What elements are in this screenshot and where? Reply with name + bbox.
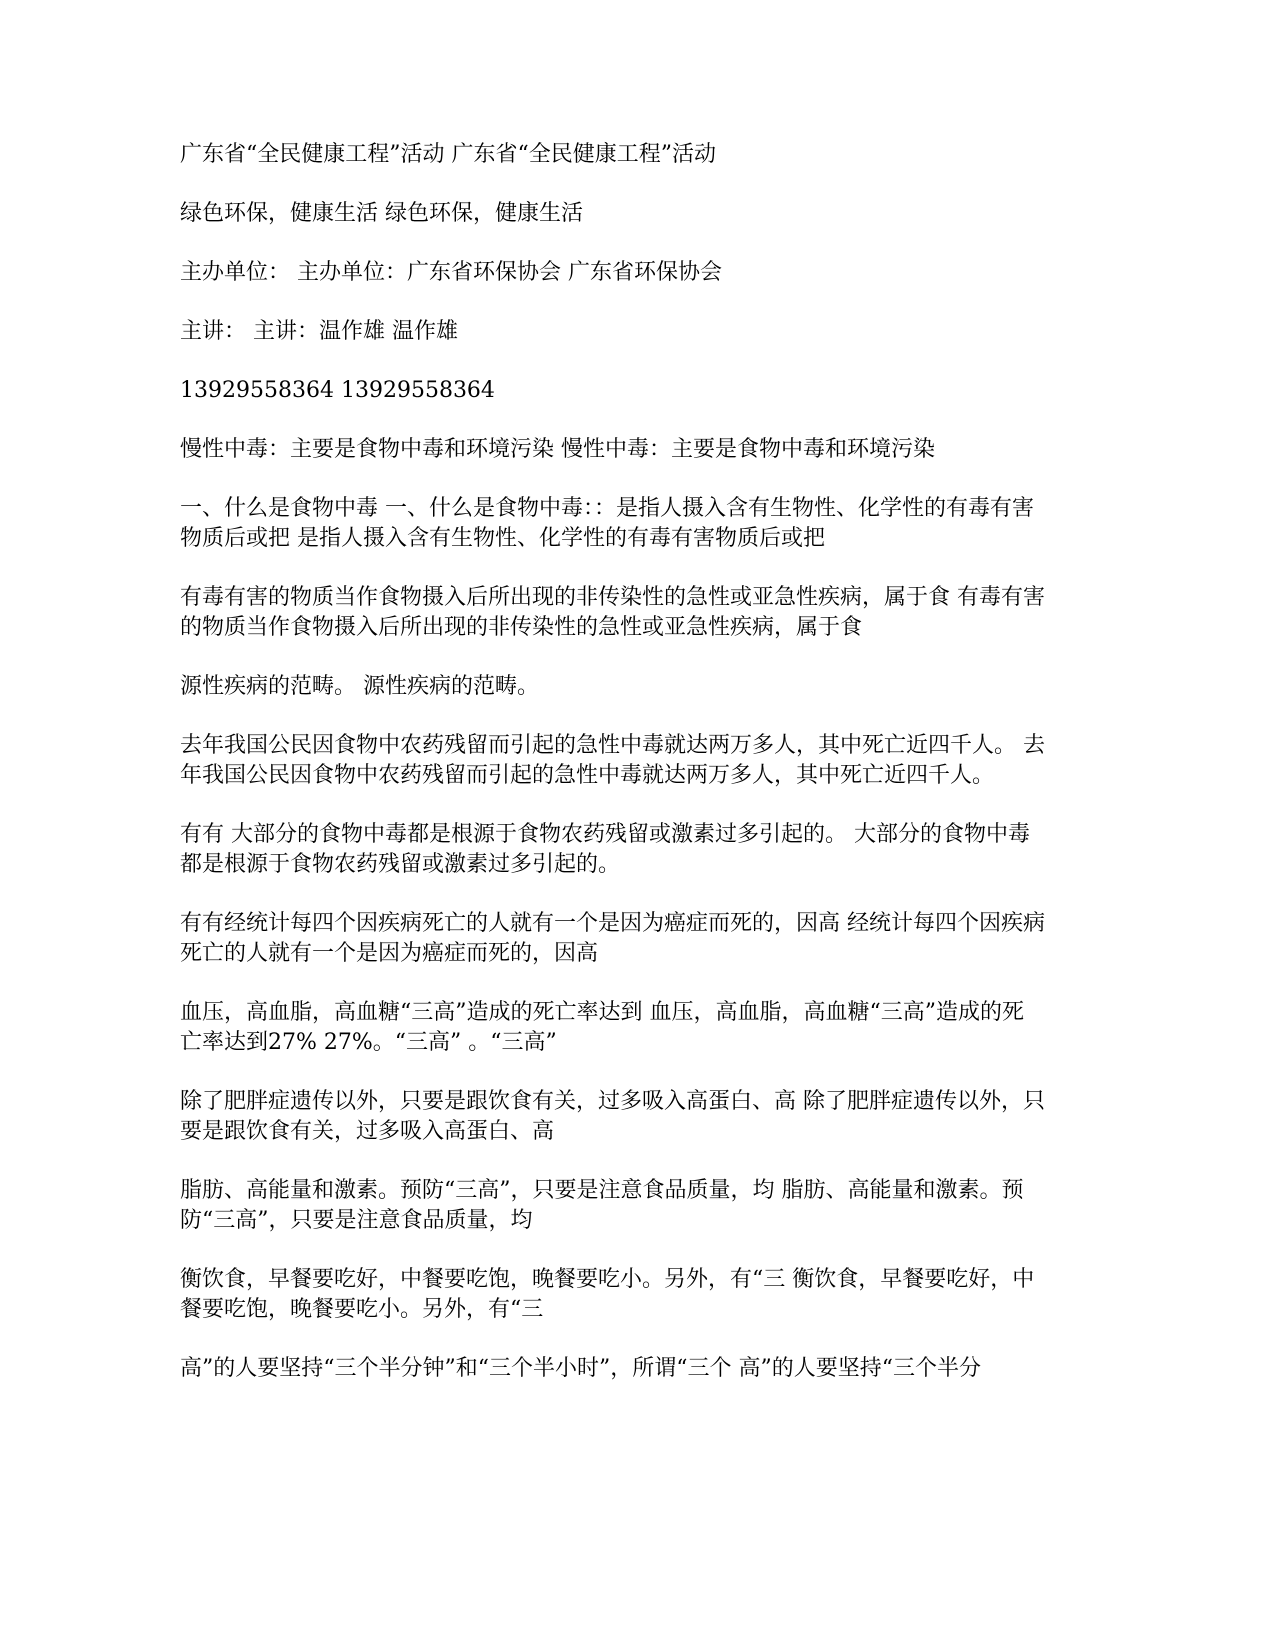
event-title-paragraph: 广东省“全民健康工程”活动 广东省“全民健康工程”活动 [180, 142, 716, 167]
definition-continued-paragraph: 有毒有害的物质当作食物摄入后所出现的非传染性的急性或亚急性疾病，属于食 有毒有害的物质当作食物摄入后所出现的非传染性的急性或亚急性疾病，属于食 [180, 585, 1045, 640]
chronic-poisoning-paragraph: 慢性中毒：主要是食物中毒和环境污染 慢性中毒：主要是食物中毒和环境污染 [180, 437, 935, 462]
slogan-paragraph: 绿色环保，健康生活 绿色环保，健康生活 [180, 201, 583, 226]
pesticide-statistics-paragraph: 去年我国公民因食物中农药残留而引起的急性中毒就达两万多人，其中死亡近四千人。 去年我国公民因食物中农药残留而引起的急性中毒就达两万多人，其中死亡近四千人。 [180, 733, 1045, 788]
residue-cause-paragraph: 有有 大部分的食物中毒都是根源于食物农药残留或激素过多引起的。 大部分的食物中毒都是根源于食物农药残留或激素过多引起的。 [180, 822, 1030, 877]
foodborne-disease-paragraph: 源性疾病的范畴。 源性疾病的范畴。 [180, 674, 539, 699]
obesity-paragraph: 除了肥胖症遗传以外，只要是跟饮食有关，过多吸入高蛋白、高 除了肥胖症遗传以外，只要是跟饮食有关，过多吸入高蛋白、高 [180, 1089, 1045, 1144]
food-poisoning-definition-paragraph: 一、什么是食物中毒 一、什么是食物中毒：：是指人摄入含有生物性、化学性的有毒有害物质后或把 是指人摄入含有生物性、化学性的有毒有害物质后或把 [180, 496, 1034, 551]
balanced-diet-paragraph: 衡饮食，早餐要吃好，中餐要吃饱，晚餐要吃小。另外，有“三 衡饮食，早餐要吃好，中餐要吃饱，晚餐要吃小。另外，有“三 [180, 1267, 1035, 1322]
cancer-statistics-paragraph: 有有经统计每四个因疾病死亡的人就有一个是因为癌症而死的，因高 经统计每四个因疾病死亡的人就有一个是因为癌症而死的，因高 [180, 911, 1045, 966]
speaker-paragraph: 主讲： 主讲：温作雄 温作雄 [180, 319, 458, 344]
organizer-paragraph: 主办单位： 主办单位：广东省环保协会 广东省环保协会 [180, 260, 722, 285]
three-and-half-paragraph: 高”的人要坚持“三个半分钟”和“三个半小时”，所谓“三个 高”的人要坚持“三个半分 [180, 1356, 981, 1381]
phone-paragraph: 13929558364 13929558364 [180, 378, 495, 403]
three-highs-paragraph: 血压，高血脂，高血糖“三高”造成的死亡率达到 血压，高血脂，高血糖“三高”造成的死亡率达到27% 27%。“三高” 。“三高” [180, 1000, 1024, 1055]
document-page [180, 140, 1045, 1413]
prevention-paragraph: 脂肪、高能量和激素。预防“三高”，只要是注意食品质量，均 脂肪、高能量和激素。预防“三高”，只要是注意食品质量，均 [180, 1178, 1024, 1233]
